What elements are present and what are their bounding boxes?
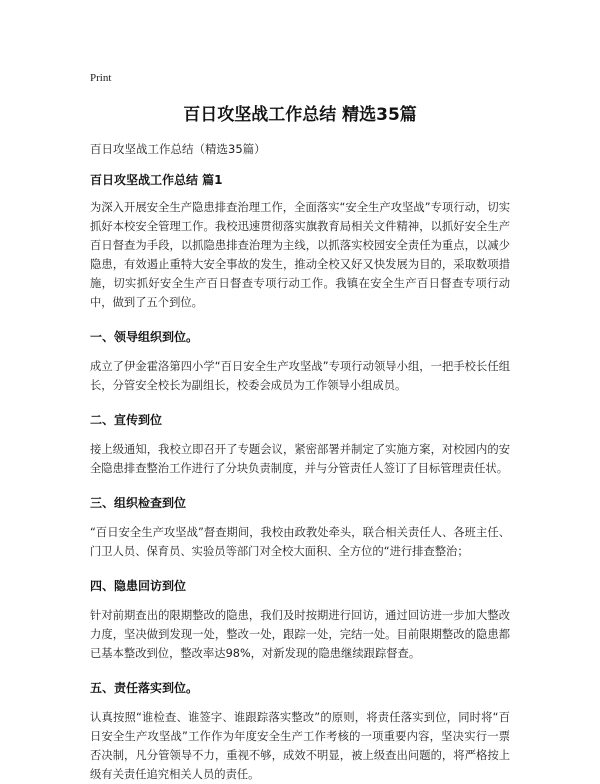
section-title: 百日攻坚战工作总结 篇1	[90, 173, 223, 187]
print-link[interactable]: Print	[90, 72, 112, 84]
point-text-3: “百日安全生产攻坚战”督查期间，我校由政教处牵头，联合相关责任人、各班主任、门卫人员、保育员、实验员等部门对全校大面积、全方位的“进行排查整治；	[90, 526, 510, 558]
point-heading-5: 五、责任落实到位。	[90, 681, 199, 695]
intro-paragraph: 为深入开展安全生产隐患排查治理工作，全面落实“安全生产攻坚战”专项行动，切实抓好本校安全管理工作。我校迅速贯彻落实旗教育局相关文件精神，以抓好安全生产百日督查为手段，以抓隐患排查治理为主线，以抓落实校园安全责任为重点，以减少隐患，有效遏止重特大安全事故的发生，推动全校又好又快发展为目的，采取数项措施，切实抓好安全生产百日督查专项行动工作。我镇在安全生产百日督查专项行动中，做到了五个到位。	[90, 201, 510, 309]
point-heading-2: 二、宣传到位	[90, 413, 163, 427]
point-heading-4: 四、隐患回访到位	[90, 579, 187, 593]
document-subtitle: 百日攻坚战工作总结（精选35篇）	[90, 142, 266, 156]
document-title: 百日攻坚战工作总结 精选35篇	[183, 105, 417, 125]
point-text-4: 针对前期查出的限期整改的隐患，我们及时按期进行回访，通过回访进一步加大整改力度，坚决做到发现一处，整改一处，跟踪一处，完结一处。目前限期整改的隐患都已基本整改到位，整改率达98%，对新发现的隐患继续跟踪督查。	[90, 609, 510, 660]
point-heading-3: 三、组织检查到位	[90, 496, 187, 510]
point-text-5: 认真按照“谁检查、谁签字、谁跟踪落实整改”的原则，将责任落实到位，同时将“百日安全生产攻坚战”工作作为年度安全生产工作考核的一项重要内容，坚决实行一票否决制，凡分管领导不力，重视不够，成效不明显，被上级查出问题的，将严格按上级有关责任追究相关人员的责任。	[90, 711, 510, 781]
point-text-1: 成立了伊金霍洛第四小学“百日安全生产攻坚战”专项行动领导小组，一把手校长任组长，分管安全校长为副组长，校委会成员为工作领导小组成员。	[90, 360, 510, 392]
point-heading-1: 一、领导组织到位。	[90, 330, 199, 344]
point-text-2: 接上级通知，我校立即召开了专题会议，紧密部署并制定了实施方案，对校园内的安全隐患排查整治工作进行了分块负责制度，并与分管责任人签订了目标管理责任状。	[90, 443, 510, 475]
